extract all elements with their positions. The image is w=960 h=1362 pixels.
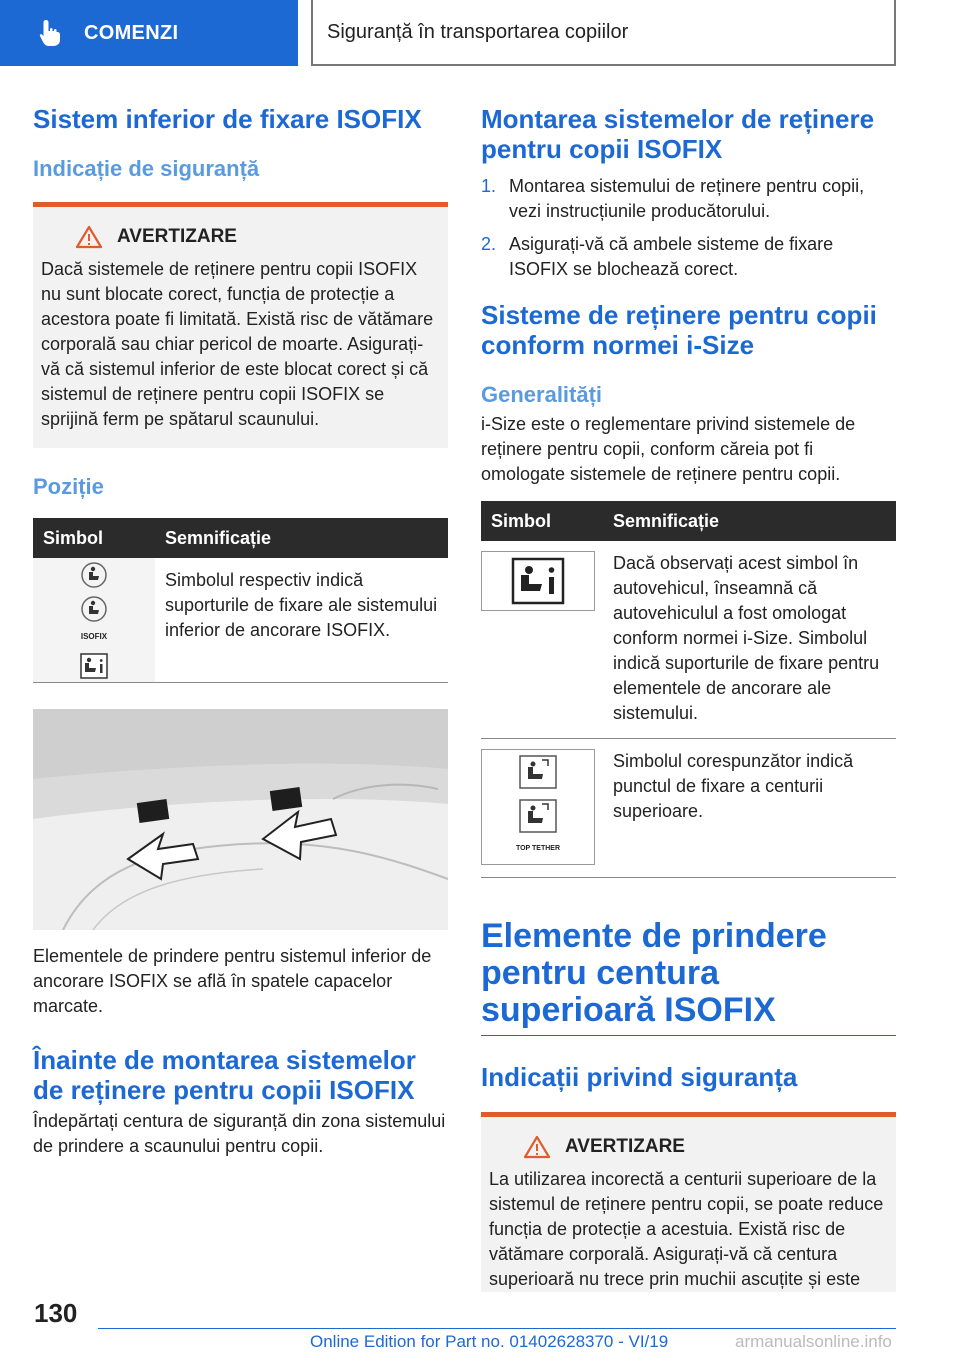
heading-before-mounting: Înainte de montarea sistemelor de reținere pentru copii ISOFIX bbox=[33, 1045, 416, 1105]
mounting-steps bbox=[481, 174, 896, 282]
symbol-table bbox=[33, 518, 448, 683]
page-number: 130 bbox=[34, 1298, 78, 1328]
isize-symbol bbox=[481, 551, 595, 611]
section-title: Siguranță în transportarea copiilor bbox=[311, 0, 896, 66]
isofix-child-seat-icon bbox=[80, 595, 108, 623]
left-column bbox=[33, 104, 448, 1159]
list-item bbox=[481, 174, 896, 224]
warning-header bbox=[75, 225, 440, 249]
isofix-icon-label: ISOFIX bbox=[80, 632, 108, 641]
list-item bbox=[481, 232, 896, 282]
top-tether-icon-label: TOP TETHER bbox=[515, 844, 561, 852]
isize-child-seat-icon bbox=[80, 653, 108, 679]
warning-label: AVERTIZARE bbox=[117, 226, 237, 247]
warning-box bbox=[33, 202, 448, 448]
table-row bbox=[33, 558, 448, 683]
isize-symbol-table bbox=[481, 501, 896, 878]
child-seat-icon bbox=[80, 561, 108, 589]
heading-top-tether: Elemente de prindere pentru centura superioară ISOFIX bbox=[481, 918, 896, 1036]
watermark: armanualsonline.info bbox=[735, 1332, 892, 1351]
footer-edition: Online Edition for Part no. 01402628370 - VI/19 bbox=[310, 1332, 669, 1351]
symbol-cell bbox=[33, 558, 155, 683]
warning-box bbox=[481, 1112, 896, 1292]
heading-isofix-lower: Sistem inferior de fixare ISOFIX bbox=[33, 104, 422, 134]
warning-triangle-icon bbox=[523, 1135, 551, 1159]
warning-header bbox=[523, 1135, 888, 1159]
step-number: 1. bbox=[481, 176, 497, 196]
table-header-symbol: Simbol bbox=[33, 518, 155, 558]
step-number: 2. bbox=[481, 234, 497, 254]
heading-safety-notes: Indicații privind siguranța bbox=[481, 1062, 798, 1092]
before-mounting-text: Îndepărtați centura de siguranță din zona sistemului de prindere a scaunului pentru copii. bbox=[33, 1111, 446, 1156]
heading-mounting: Montarea sistemelor de reținere pentru copii ISOFIX bbox=[481, 104, 875, 164]
heading-general: Generalități bbox=[481, 382, 603, 407]
chapter-tab[interactable] bbox=[0, 0, 298, 66]
meaning-cell: Simbolul corespunzător indică punctul de fixare a centurii superioare. bbox=[603, 739, 896, 878]
top-tether-seat-icon bbox=[518, 754, 558, 790]
warning-text: Dacă sistemele de reținere pentru copii ISOFIX nu sunt blocate corect, funcția de protecție a acestora poate fi limitată. Există risc de vătămare corporală sau chiar pericol de moarte. Asigurați-vă că sistemul inferior de este blocat corect și că sistemul de reținere pentru copii ISOFIX se sprijină ferm pe spătarul scaunului. bbox=[41, 259, 434, 429]
isofix-symbols bbox=[33, 558, 155, 682]
table-header-meaning: Semnificație bbox=[155, 518, 448, 558]
isofix-caption: Elementele de prindere pentru sistemul inferior de ancorare ISOFIX se află în spatele capacelor marcate. bbox=[33, 946, 432, 1016]
symbol-cell bbox=[481, 541, 603, 739]
footer-divider bbox=[98, 1328, 896, 1329]
table-header-symbol: Simbol bbox=[481, 501, 603, 541]
step-text: Asigurați-vă că ambele sisteme de fixare ISOFIX se blochează corect. bbox=[509, 234, 834, 279]
meaning-cell: Dacă observați acest simbol în autovehicul, înseamnă că autovehiculul a fost omologat conform normei i-Size. Simbolul indică suporturile de fixare pentru elementele de ancorare ale sistemului. bbox=[603, 541, 896, 739]
symbol-cell bbox=[481, 739, 603, 878]
table-row bbox=[481, 739, 896, 878]
warning-triangle-icon bbox=[75, 225, 103, 249]
chapter-tab-label: COMENZI bbox=[84, 21, 179, 44]
meaning-cell: Simbolul respectiv indică suporturile de fixare ale sistemului inferior de ancorare ISOFIX. bbox=[155, 558, 448, 683]
rear-seat-isofix-illustration bbox=[33, 709, 448, 930]
table-header-meaning: Semnificație bbox=[603, 501, 896, 541]
warning-text: La utilizarea incorectă a centurii superioare de la sistemul de reținere pentru copii, se poate reduce funcția de protecție a acestuia. Există risc de vătămare corporală. Asigurați-vă că centura superioară nu trece prin muchii ascuțite și este bbox=[489, 1169, 884, 1289]
top-tether-anchor-icon bbox=[518, 798, 558, 834]
warning-label: AVERTIZARE bbox=[565, 1136, 685, 1157]
pointing-hand-icon bbox=[38, 18, 62, 48]
isize-seat-icon bbox=[511, 557, 565, 605]
step-text: Montarea sistemului de reținere pentru copii, vezi instrucțiunile producătorului. bbox=[509, 176, 865, 221]
heading-position: Poziție bbox=[33, 474, 104, 499]
top-tether-symbols bbox=[481, 749, 595, 865]
right-column bbox=[481, 104, 896, 1292]
heading-isize: Sisteme de reținere pentru copii conform normei i-Size bbox=[481, 300, 877, 360]
table-row bbox=[481, 541, 896, 739]
heading-safety-note: Indicație de siguranță bbox=[33, 156, 260, 181]
general-text: i-Size este o reglementare privind sistemele de reținere pentru copii, conform căreia pot fi omologate sistemele de reținere pentru copii. bbox=[481, 414, 856, 484]
